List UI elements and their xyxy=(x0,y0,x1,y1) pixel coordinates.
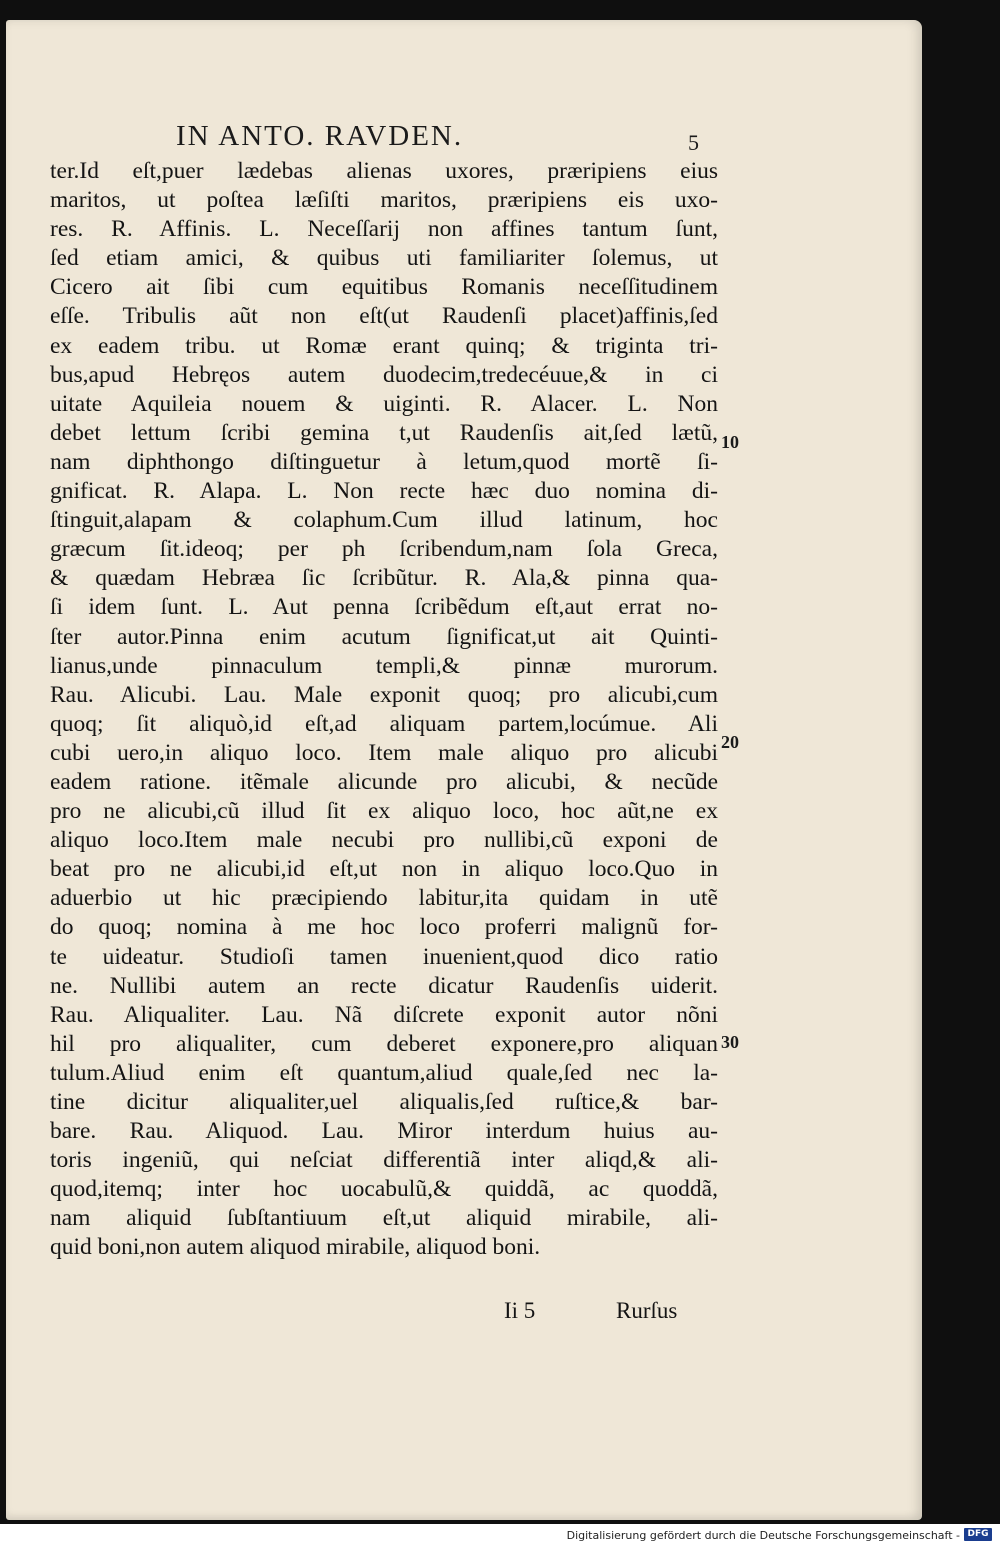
text-line: ſi idem ſunt. L. Aut penna ſcribẽdum eſt,aut errat no- xyxy=(50,594,718,621)
text-line: ter.Id eſt,puer lædebas alienas uxores, præripiens eius xyxy=(50,158,718,184)
body-text xyxy=(50,157,718,1263)
text-line: gnificat. R. Alapa. L. Non recte hæc duo nomina di- xyxy=(50,478,718,505)
text-line: ſed etiam amici, & quibus uti familiariter ſolemus, ut xyxy=(50,245,718,272)
text-line: ne. Nullibi autem an recte dicatur Raudenſis uiderit. xyxy=(50,972,718,999)
text-line: do quoq; nomina à me hoc loco proferri malignũ for- xyxy=(50,914,718,941)
text-line: cubi uero,in aliquo loco. Item male aliquo pro alicubi xyxy=(50,739,718,766)
text-line: lianus,unde pinnaculum templi,& pinnæ murorum. xyxy=(50,652,718,679)
text-line: hil pro aliqualiter, cum deberet exponere,pro aliquan xyxy=(50,1030,718,1057)
text-line: aduerbio ut hic præcipiendo labitur,ita quidam in utẽ xyxy=(50,885,718,912)
dfg-logo: DFG xyxy=(964,1528,992,1541)
text-line: quid boni,non autem aliquod mirabile, aliquod boni. xyxy=(50,1234,541,1261)
text-line: bare. Rau. Aliquod. Lau. Miror interdum huius au- xyxy=(50,1118,718,1145)
text-line: eadem ratione. itẽmale alicunde pro alicubi, & necũde xyxy=(50,768,718,795)
text-line: Rau. Alicubi. Lau. Male exponit quoq; pro alicubi,cum xyxy=(50,681,718,708)
margin-line-number-30: 30 xyxy=(721,1032,739,1052)
text-line: quod,itemq; inter hoc uocabulũ,& quiddã, ac quoddã, xyxy=(50,1176,718,1203)
text-line: ſtinguit,alapam & colaphum.Cum illud latinum, hoc xyxy=(50,507,718,534)
folio-number: 5 xyxy=(688,130,699,155)
text-line: toris ingeniũ, qui neſciat differentiã inter aliqd,& ali- xyxy=(50,1147,718,1174)
text-line: debet lettum ſcribi gemina t,ut Raudenſis ait,ſed lætũ, xyxy=(50,419,718,446)
book-page xyxy=(6,20,922,1520)
text-line: ſter autor.Pinna enim acutum ſignificat,ut ait Quinti- xyxy=(50,623,718,650)
footer-credit: Digitalisierung gefördert durch die Deutsche Forschungsgemeinschaft - xyxy=(566,1529,960,1542)
footer-bar xyxy=(0,1524,1000,1546)
running-head: IN ANTO. RAVDEN. xyxy=(176,120,464,152)
catchword: Rurſus xyxy=(616,1298,678,1323)
text-line: nam diphthongo diſtinguetur à letum,quod mortẽ ſi- xyxy=(50,448,718,475)
text-line: græcum ſit.ideoq; per ph ſcribendum,nam ſola Greca, xyxy=(50,536,718,563)
text-line: Rau. Aliqualiter. Lau. Nã diſcrete exponit autor nõni xyxy=(50,1001,718,1028)
text-line: & quædam Hebræa ſic ſcribũtur. R. Ala,& pinna qua- xyxy=(50,565,718,592)
text-line: tine dicitur aliqualiter,uel aliqualis,ſed ruſtice,& bar- xyxy=(50,1089,718,1115)
text-line: pro ne alicubi,cũ illud ſit ex aliquo loco, hoc aũt,ne ex xyxy=(50,798,718,825)
margin-line-number-20: 20 xyxy=(721,732,739,752)
text-line: eſſe. Tribulis aũt non eſt(ut Raudenſi placet)affinis,ſed xyxy=(50,303,718,330)
text-line: te uideatur. Studioſi tamen inuenient,quod dico ratio xyxy=(50,943,718,970)
text-line: tulum.Aliud enim eſt quantum,aliud quale,ſed nec la- xyxy=(50,1059,718,1086)
text-line: res. R. Affinis. L. Neceſſarij non affines tantum ſunt, xyxy=(50,216,718,243)
signature-mark: Ii 5 xyxy=(504,1298,536,1323)
text-line: maritos, ut poſtea læſiſti maritos, præripiens eis uxo- xyxy=(50,187,718,214)
text-line: ex eadem tribu. ut Romæ erant quinq; & triginta tri- xyxy=(50,332,718,359)
text-line: nam aliquid ſubſtantiuum eſt,ut aliquid mirabile, ali- xyxy=(50,1205,718,1232)
text-line: aliquo loco.Item male necubi pro nullibi,cũ exponi de xyxy=(50,827,718,854)
text-line: uitate Aquileia nouem & uiginti. R. Alacer. L. Non xyxy=(50,390,718,417)
text-line: quoq; ſit aliquò,id eſt,ad aliquam partem,locúmue. Ali xyxy=(50,710,718,737)
margin-line-number-10: 10 xyxy=(721,432,739,452)
text-line: bus,apud Hebręos autem duodecim,tredecéuue,& in ci xyxy=(50,361,718,388)
text-line: Cicero ait ſibi cum equitibus Romanis neceſſitudinem xyxy=(50,274,718,301)
text-line: beat pro ne alicubi,id eſt,ut non in aliquo loco.Quo in xyxy=(50,856,718,883)
